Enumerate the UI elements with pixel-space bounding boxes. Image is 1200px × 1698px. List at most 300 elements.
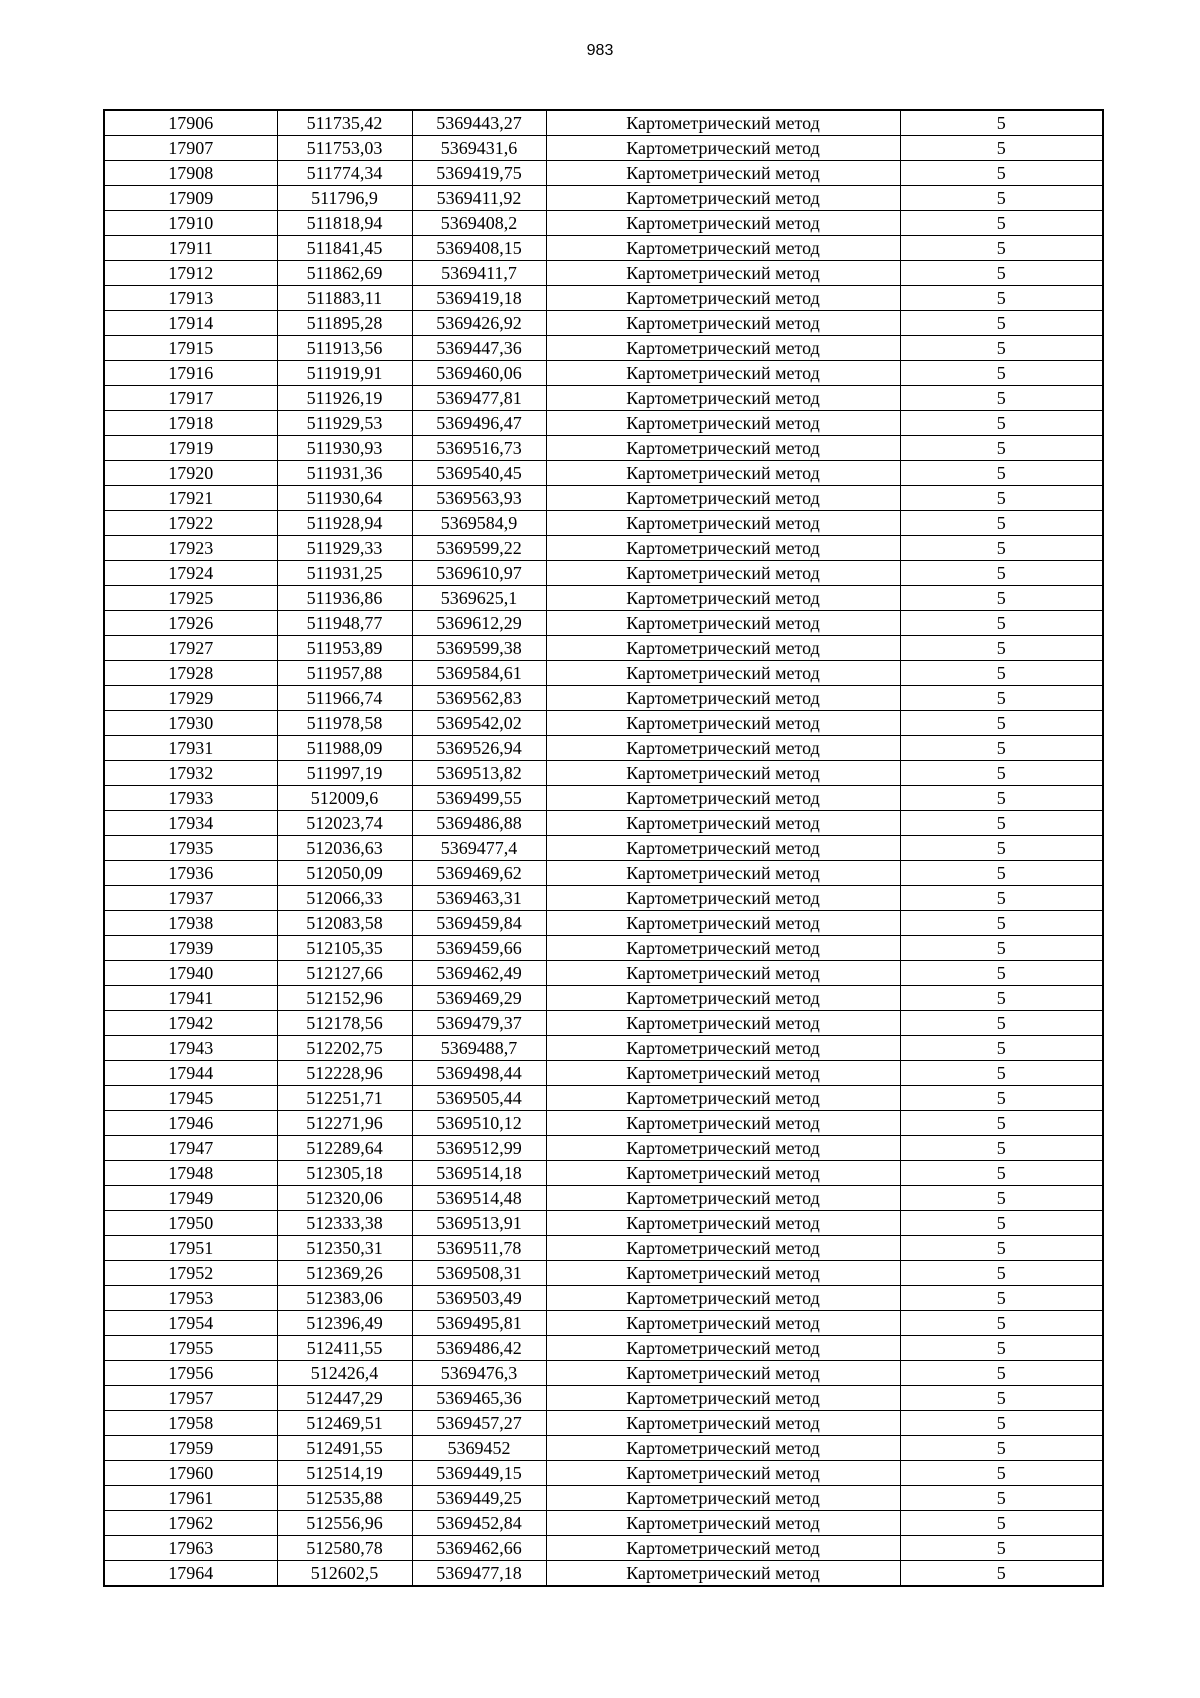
point-number-cell: 17917 [104,386,277,411]
x-coordinate-cell: 512602,5 [277,1561,412,1587]
y-coordinate-cell: 5369486,42 [412,1336,546,1361]
point-number-cell: 17922 [104,511,277,536]
point-number-cell: 17959 [104,1436,277,1461]
coordinates-table [103,109,1104,1587]
y-coordinate-cell: 5369477,81 [412,386,546,411]
x-coordinate-cell: 512009,6 [277,786,412,811]
method-cell: Картометрический метод [546,1336,900,1361]
accuracy-cell: 5 [900,1511,1103,1536]
y-coordinate-cell: 5369562,83 [412,686,546,711]
accuracy-cell: 5 [900,336,1103,361]
point-number-cell: 17930 [104,711,277,736]
table-row [104,736,1103,761]
table-row [104,386,1103,411]
accuracy-cell: 5 [900,1336,1103,1361]
table-row [104,661,1103,686]
method-cell: Картометрический метод [546,1011,900,1036]
x-coordinate-cell: 511953,89 [277,636,412,661]
x-coordinate-cell: 511774,34 [277,161,412,186]
accuracy-cell: 5 [900,1436,1103,1461]
table-row [104,786,1103,811]
method-cell: Картометрический метод [546,736,900,761]
point-number-cell: 17912 [104,261,277,286]
accuracy-cell: 5 [900,261,1103,286]
accuracy-cell: 5 [900,1261,1103,1286]
y-coordinate-cell: 5369584,61 [412,661,546,686]
accuracy-cell: 5 [900,236,1103,261]
y-coordinate-cell: 5369419,75 [412,161,546,186]
table-row [104,636,1103,661]
table-row [104,1361,1103,1386]
x-coordinate-cell: 511997,19 [277,761,412,786]
method-cell: Картометрический метод [546,411,900,436]
point-number-cell: 17916 [104,361,277,386]
x-coordinate-cell: 511966,74 [277,686,412,711]
method-cell: Картометрический метод [546,1161,900,1186]
table-row [104,486,1103,511]
point-number-cell: 17942 [104,1011,277,1036]
method-cell: Картометрический метод [546,1511,900,1536]
x-coordinate-cell: 511841,45 [277,236,412,261]
y-coordinate-cell: 5369486,88 [412,811,546,836]
table-row [104,161,1103,186]
accuracy-cell: 5 [900,1111,1103,1136]
accuracy-cell: 5 [900,1311,1103,1336]
y-coordinate-cell: 5369408,2 [412,211,546,236]
table-row [104,1261,1103,1286]
method-cell: Картометрический метод [546,1036,900,1061]
method-cell: Картометрический метод [546,636,900,661]
method-cell: Картометрический метод [546,1311,900,1336]
table-row [104,761,1103,786]
point-number-cell: 17918 [104,411,277,436]
method-cell: Картометрический метод [546,1211,900,1236]
point-number-cell: 17954 [104,1311,277,1336]
x-coordinate-cell: 511957,88 [277,661,412,686]
accuracy-cell: 5 [900,586,1103,611]
accuracy-cell: 5 [900,1136,1103,1161]
y-coordinate-cell: 5369496,47 [412,411,546,436]
method-cell: Картометрический метод [546,1386,900,1411]
point-number-cell: 17956 [104,1361,277,1386]
accuracy-cell: 5 [900,1211,1103,1236]
method-cell: Картометрический метод [546,711,900,736]
point-number-cell: 17908 [104,161,277,186]
accuracy-cell: 5 [900,461,1103,486]
point-number-cell: 17935 [104,836,277,861]
table-row [104,1536,1103,1561]
method-cell: Картометрический метод [546,461,900,486]
y-coordinate-cell: 5369495,81 [412,1311,546,1336]
y-coordinate-cell: 5369449,25 [412,1486,546,1511]
y-coordinate-cell: 5369542,02 [412,711,546,736]
point-number-cell: 17932 [104,761,277,786]
accuracy-cell: 5 [900,1061,1103,1086]
table-row [104,1236,1103,1261]
point-number-cell: 17961 [104,1486,277,1511]
accuracy-cell: 5 [900,436,1103,461]
table-row [104,1011,1103,1036]
point-number-cell: 17937 [104,886,277,911]
table-row [104,811,1103,836]
x-coordinate-cell: 512333,38 [277,1211,412,1236]
method-cell: Картометрический метод [546,311,900,336]
y-coordinate-cell: 5369477,18 [412,1561,546,1587]
y-coordinate-cell: 5369498,44 [412,1061,546,1086]
accuracy-cell: 5 [900,761,1103,786]
x-coordinate-cell: 511929,53 [277,411,412,436]
table-row [104,1436,1103,1461]
table-row [104,336,1103,361]
point-number-cell: 17962 [104,1511,277,1536]
method-cell: Картометрический метод [546,1561,900,1587]
table-row [104,536,1103,561]
point-number-cell: 17923 [104,536,277,561]
x-coordinate-cell: 511753,03 [277,136,412,161]
x-coordinate-cell: 512491,55 [277,1436,412,1461]
method-cell: Картометрический метод [546,586,900,611]
method-cell: Картометрический метод [546,261,900,286]
accuracy-cell: 5 [900,886,1103,911]
y-coordinate-cell: 5369431,6 [412,136,546,161]
y-coordinate-cell: 5369612,29 [412,611,546,636]
accuracy-cell: 5 [900,911,1103,936]
point-number-cell: 17911 [104,236,277,261]
y-coordinate-cell: 5369452 [412,1436,546,1461]
x-coordinate-cell: 511930,93 [277,436,412,461]
x-coordinate-cell: 512305,18 [277,1161,412,1186]
method-cell: Картометрический метод [546,286,900,311]
y-coordinate-cell: 5369510,12 [412,1111,546,1136]
method-cell: Картометрический метод [546,611,900,636]
accuracy-cell: 5 [900,961,1103,986]
accuracy-cell: 5 [900,1186,1103,1211]
table-row [104,286,1103,311]
x-coordinate-cell: 512350,31 [277,1236,412,1261]
point-number-cell: 17913 [104,286,277,311]
y-coordinate-cell: 5369584,9 [412,511,546,536]
table-row [104,436,1103,461]
x-coordinate-cell: 512023,74 [277,811,412,836]
accuracy-cell: 5 [900,110,1103,136]
x-coordinate-cell: 511796,9 [277,186,412,211]
y-coordinate-cell: 5369503,49 [412,1286,546,1311]
x-coordinate-cell: 512320,06 [277,1186,412,1211]
x-coordinate-cell: 511978,58 [277,711,412,736]
y-coordinate-cell: 5369426,92 [412,311,546,336]
x-coordinate-cell: 512083,58 [277,911,412,936]
y-coordinate-cell: 5369563,93 [412,486,546,511]
table-row [104,1136,1103,1161]
table-row [104,986,1103,1011]
y-coordinate-cell: 5369411,92 [412,186,546,211]
y-coordinate-cell: 5369462,66 [412,1536,546,1561]
table-row [104,611,1103,636]
x-coordinate-cell: 512251,71 [277,1086,412,1111]
method-cell: Картометрический метод [546,361,900,386]
x-coordinate-cell: 512178,56 [277,1011,412,1036]
method-cell: Картометрический метод [546,1286,900,1311]
point-number-cell: 17963 [104,1536,277,1561]
method-cell: Картометрический метод [546,1086,900,1111]
point-number-cell: 17928 [104,661,277,686]
table-row [104,1461,1103,1486]
method-cell: Картометрический метод [546,686,900,711]
x-coordinate-cell: 512411,55 [277,1336,412,1361]
y-coordinate-cell: 5369443,27 [412,110,546,136]
method-cell: Картометрический метод [546,1361,900,1386]
y-coordinate-cell: 5369457,27 [412,1411,546,1436]
accuracy-cell: 5 [900,1411,1103,1436]
method-cell: Картометрический метод [546,511,900,536]
x-coordinate-cell: 512426,4 [277,1361,412,1386]
table-row [104,836,1103,861]
accuracy-cell: 5 [900,1361,1103,1386]
x-coordinate-cell: 512469,51 [277,1411,412,1436]
method-cell: Картометрический метод [546,211,900,236]
accuracy-cell: 5 [900,611,1103,636]
y-coordinate-cell: 5369459,66 [412,936,546,961]
table-row [104,1061,1103,1086]
x-coordinate-cell: 511988,09 [277,736,412,761]
x-coordinate-cell: 512369,26 [277,1261,412,1286]
point-number-cell: 17958 [104,1411,277,1436]
table-row [104,236,1103,261]
accuracy-cell: 5 [900,511,1103,536]
table-row [104,136,1103,161]
x-coordinate-cell: 511931,36 [277,461,412,486]
accuracy-cell: 5 [900,1086,1103,1111]
method-cell: Картометрический метод [546,1136,900,1161]
method-cell: Картометрический метод [546,436,900,461]
point-number-cell: 17957 [104,1386,277,1411]
x-coordinate-cell: 511929,33 [277,536,412,561]
method-cell: Картометрический метод [546,986,900,1011]
point-number-cell: 17960 [104,1461,277,1486]
y-coordinate-cell: 5369514,18 [412,1161,546,1186]
y-coordinate-cell: 5369526,94 [412,736,546,761]
method-cell: Картометрический метод [546,1486,900,1511]
point-number-cell: 17929 [104,686,277,711]
x-coordinate-cell: 511931,25 [277,561,412,586]
point-number-cell: 17924 [104,561,277,586]
y-coordinate-cell: 5369505,44 [412,1086,546,1111]
point-number-cell: 17948 [104,1161,277,1186]
x-coordinate-cell: 512152,96 [277,986,412,1011]
method-cell: Картометрический метод [546,961,900,986]
y-coordinate-cell: 5369459,84 [412,911,546,936]
accuracy-cell: 5 [900,486,1103,511]
point-number-cell: 17951 [104,1236,277,1261]
table-row [104,711,1103,736]
x-coordinate-cell: 512271,96 [277,1111,412,1136]
y-coordinate-cell: 5369511,78 [412,1236,546,1261]
table-row [104,1561,1103,1587]
table-row [104,411,1103,436]
method-cell: Картометрический метод [546,1461,900,1486]
x-coordinate-cell: 512514,19 [277,1461,412,1486]
table-row [104,1186,1103,1211]
y-coordinate-cell: 5369479,37 [412,1011,546,1036]
method-cell: Картометрический метод [546,1261,900,1286]
table-row [104,1086,1103,1111]
accuracy-cell: 5 [900,936,1103,961]
point-number-cell: 17949 [104,1186,277,1211]
method-cell: Картометрический метод [546,386,900,411]
x-coordinate-cell: 512535,88 [277,1486,412,1511]
point-number-cell: 17919 [104,436,277,461]
point-number-cell: 17907 [104,136,277,161]
accuracy-cell: 5 [900,836,1103,861]
accuracy-cell: 5 [900,411,1103,436]
table-row [104,261,1103,286]
point-number-cell: 17950 [104,1211,277,1236]
point-number-cell: 17955 [104,1336,277,1361]
accuracy-cell: 5 [900,211,1103,236]
accuracy-cell: 5 [900,686,1103,711]
y-coordinate-cell: 5369469,29 [412,986,546,1011]
table-row [104,461,1103,486]
y-coordinate-cell: 5369599,38 [412,636,546,661]
accuracy-cell: 5 [900,161,1103,186]
accuracy-cell: 5 [900,786,1103,811]
accuracy-cell: 5 [900,1461,1103,1486]
table-row [104,511,1103,536]
table-row [104,586,1103,611]
accuracy-cell: 5 [900,1286,1103,1311]
y-coordinate-cell: 5369465,36 [412,1386,546,1411]
x-coordinate-cell: 512127,66 [277,961,412,986]
x-coordinate-cell: 511930,64 [277,486,412,511]
method-cell: Картометрический метод [546,1411,900,1436]
method-cell: Картометрический метод [546,1236,900,1261]
point-number-cell: 17952 [104,1261,277,1286]
y-coordinate-cell: 5369599,22 [412,536,546,561]
accuracy-cell: 5 [900,861,1103,886]
accuracy-cell: 5 [900,561,1103,586]
method-cell: Картометрический метод [546,911,900,936]
table-row [104,186,1103,211]
point-number-cell: 17914 [104,311,277,336]
point-number-cell: 17939 [104,936,277,961]
accuracy-cell: 5 [900,186,1103,211]
method-cell: Картометрический метод [546,1061,900,1086]
y-coordinate-cell: 5369477,4 [412,836,546,861]
x-coordinate-cell: 511818,94 [277,211,412,236]
method-cell: Картометрический метод [546,161,900,186]
point-number-cell: 17941 [104,986,277,1011]
accuracy-cell: 5 [900,386,1103,411]
point-number-cell: 17920 [104,461,277,486]
x-coordinate-cell: 511862,69 [277,261,412,286]
point-number-cell: 17931 [104,736,277,761]
x-coordinate-cell: 511926,19 [277,386,412,411]
accuracy-cell: 5 [900,1561,1103,1587]
table-row [104,211,1103,236]
table-row [104,936,1103,961]
table-row [104,561,1103,586]
y-coordinate-cell: 5369463,31 [412,886,546,911]
y-coordinate-cell: 5369540,45 [412,461,546,486]
y-coordinate-cell: 5369625,1 [412,586,546,611]
table-row [104,1036,1103,1061]
method-cell: Картометрический метод [546,761,900,786]
method-cell: Картометрический метод [546,861,900,886]
x-coordinate-cell: 512050,09 [277,861,412,886]
table-row [104,1311,1103,1336]
accuracy-cell: 5 [900,736,1103,761]
point-number-cell: 17909 [104,186,277,211]
accuracy-cell: 5 [900,1036,1103,1061]
point-number-cell: 17906 [104,110,277,136]
method-cell: Картометрический метод [546,136,900,161]
accuracy-cell: 5 [900,1536,1103,1561]
table-row [104,961,1103,986]
table-row [104,1511,1103,1536]
x-coordinate-cell: 511919,91 [277,361,412,386]
y-coordinate-cell: 5369610,97 [412,561,546,586]
table-row [104,1386,1103,1411]
point-number-cell: 17915 [104,336,277,361]
x-coordinate-cell: 511936,86 [277,586,412,611]
y-coordinate-cell: 5369508,31 [412,1261,546,1286]
page-number: 983 [586,42,614,59]
point-number-cell: 17927 [104,636,277,661]
method-cell: Картометрический метод [546,836,900,861]
method-cell: Картометрический метод [546,661,900,686]
accuracy-cell: 5 [900,636,1103,661]
point-number-cell: 17953 [104,1286,277,1311]
table-row [104,1161,1103,1186]
y-coordinate-cell: 5369516,73 [412,436,546,461]
x-coordinate-cell: 512289,64 [277,1136,412,1161]
table-row [104,1111,1103,1136]
x-coordinate-cell: 512036,63 [277,836,412,861]
accuracy-cell: 5 [900,1236,1103,1261]
x-coordinate-cell: 512066,33 [277,886,412,911]
method-cell: Картометрический метод [546,186,900,211]
table-row [104,361,1103,386]
x-coordinate-cell: 511735,42 [277,110,412,136]
method-cell: Картометрический метод [546,561,900,586]
y-coordinate-cell: 5369447,36 [412,336,546,361]
method-cell: Картометрический метод [546,536,900,561]
x-coordinate-cell: 511883,11 [277,286,412,311]
y-coordinate-cell: 5369452,84 [412,1511,546,1536]
point-number-cell: 17933 [104,786,277,811]
y-coordinate-cell: 5369513,91 [412,1211,546,1236]
accuracy-cell: 5 [900,1386,1103,1411]
table-row [104,686,1103,711]
accuracy-cell: 5 [900,1011,1103,1036]
y-coordinate-cell: 5369488,7 [412,1036,546,1061]
point-number-cell: 17936 [104,861,277,886]
method-cell: Картометрический метод [546,486,900,511]
point-number-cell: 17910 [104,211,277,236]
method-cell: Картометрический метод [546,1436,900,1461]
accuracy-cell: 5 [900,136,1103,161]
method-cell: Картометрический метод [546,786,900,811]
method-cell: Картометрический метод [546,1111,900,1136]
point-number-cell: 17964 [104,1561,277,1587]
accuracy-cell: 5 [900,361,1103,386]
point-number-cell: 17940 [104,961,277,986]
accuracy-cell: 5 [900,986,1103,1011]
x-coordinate-cell: 511895,28 [277,311,412,336]
point-number-cell: 17947 [104,1136,277,1161]
x-coordinate-cell: 512580,78 [277,1536,412,1561]
point-number-cell: 17944 [104,1061,277,1086]
